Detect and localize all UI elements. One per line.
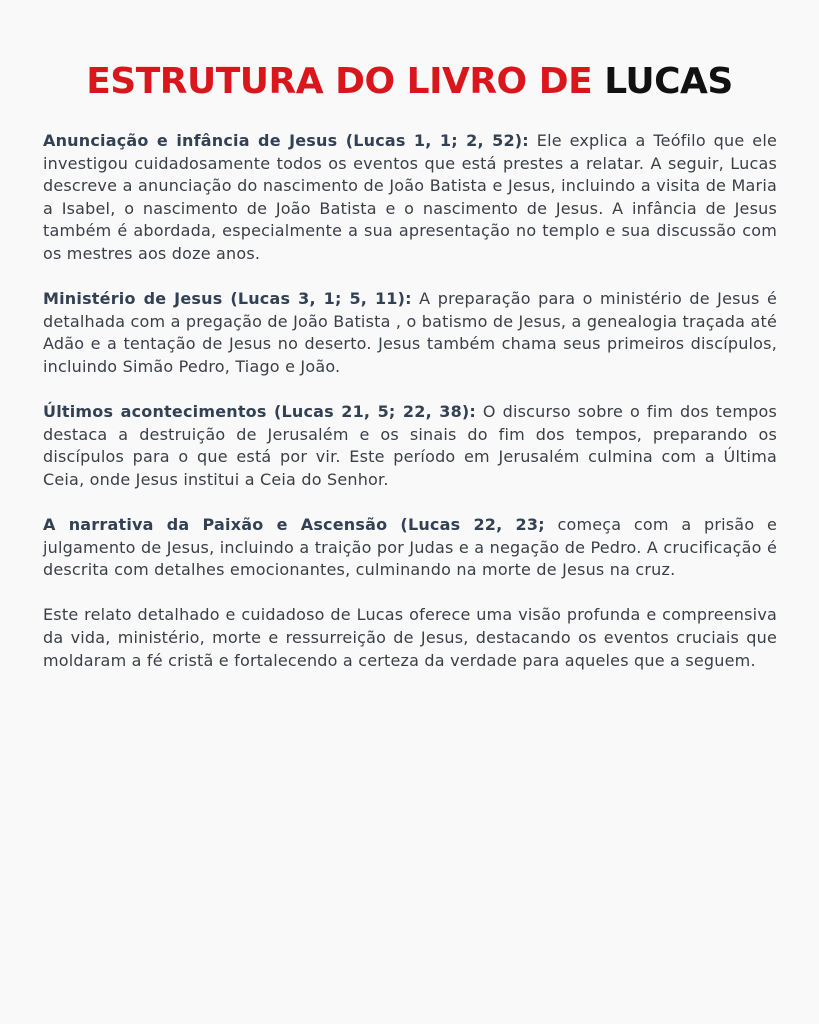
section-heading: A narrativa da Paixão e Ascensão (Lucas 22, 23; <box>43 515 545 535</box>
section-heading: Anunciação e infância de Jesus (Lucas 1, 1; 2, 52): <box>43 131 529 150</box>
section-ministry <box>43 288 777 378</box>
title-red-part: ESTRUTURA DO LIVRO DE <box>86 61 605 103</box>
section-heading: Últimos acontecimentos (Lucas 21, 5; 22, 38): <box>43 402 477 422</box>
section-heading: Ministério de Jesus (Lucas 3, 1; 5, 11): <box>43 289 412 309</box>
section-text: O discurso sobre o fim dos tempos destaca a destruição de Jerusalém e os sinais do fim dos tempos, preparando os discípulos para o que está por vir. Este período em Jerusalém culmina com a Última Ceia, onde Jesus institui a Ceia do Senhor. <box>43 402 777 489</box>
conclusion-paragraph: Este relato detalhado e cuidadoso de Lucas oferece uma visão profunda e compreensiva da vida, ministério, morte e ressurreição de Jesus, destacando os eventos cruciais que moldaram a fé cristã e fortalecendo a certeza da verdade para aqueles que a seguem. <box>43 605 777 670</box>
section-text: começa com a prisão e julgamento de Jesus, incluindo a traição por Judas e a negação de Pedro. A crucificação é descrita com detalhes emocionantes, culminando na morte de Jesus na cruz. <box>43 515 777 580</box>
title-black-part: LUCAS <box>604 61 733 103</box>
section-passion <box>43 514 777 582</box>
article-body <box>43 130 777 695</box>
section-text: A preparação para o ministério de Jesus é detalhada com a pregação de João Batista , o batismo de Jesus, a genealogia traçada até Adão e a tentação de Jesus no deserto. Jesus também chama seus primeiros discípulos, incluindo Simão Pedro, Tiago e João. <box>43 289 778 376</box>
section-last-events <box>43 401 777 491</box>
section-text: Ele explica a Teófilo que ele investigou cuidadosamente todos os eventos que está prestes a relatar. A seguir, Lucas descreve a anunciação do nascimento de João Batista e Jesus, incluindo a visita de Maria a Isabel, o nascimento de João Batista e o nascimento de Jesus. A infância de Jesus também é abordada, especialmente a sua apresentação no templo e sua discussão com os mestres aos doze anos. <box>43 131 778 263</box>
page-title <box>0 62 819 102</box>
section-annunciation <box>43 130 777 266</box>
